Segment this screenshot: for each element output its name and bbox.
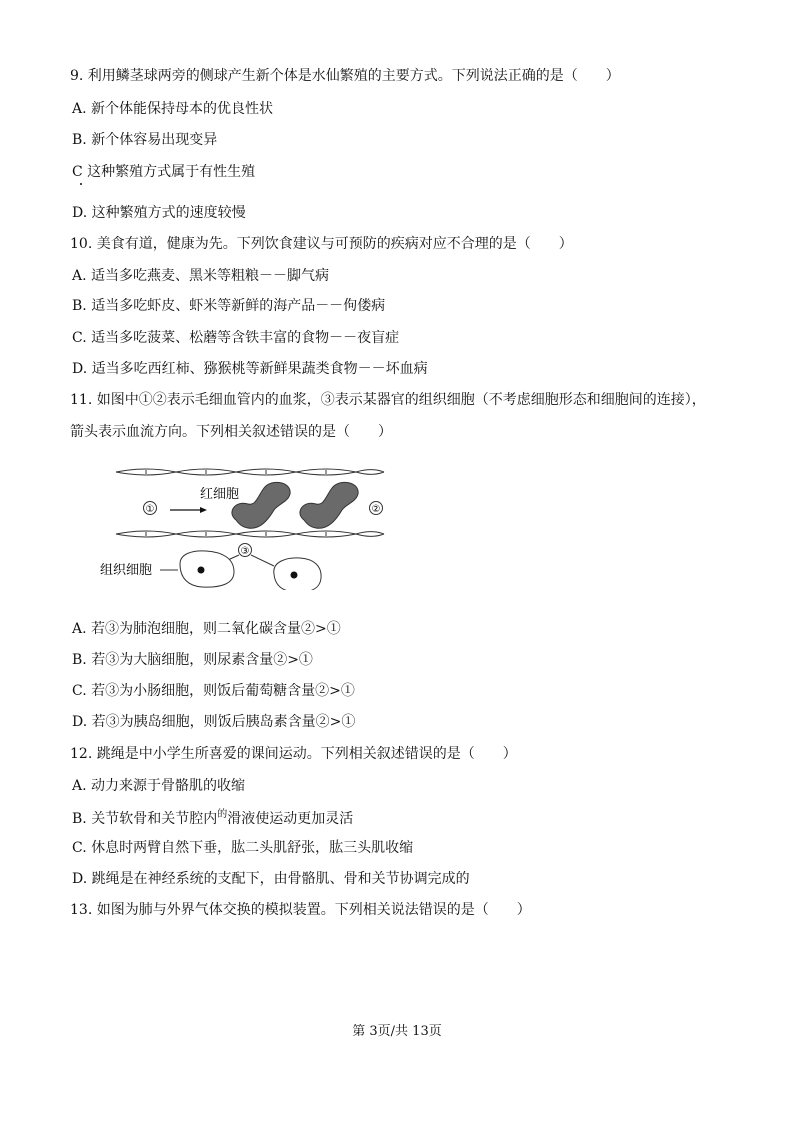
question-12-option-b xyxy=(72,810,353,830)
label-3: ③ xyxy=(240,546,250,557)
question-11-option-b: B. 若③为大脑细胞，则尿素含量②>① xyxy=(72,652,313,668)
option-b-text: B. 关节软骨和关节腔内 xyxy=(72,811,218,827)
question-10-option-d: D. 适当多吃西红柿、猕猴桃等新鲜果蔬类食物－－坏血病 xyxy=(72,361,428,377)
capillary-diagram xyxy=(96,460,396,590)
question-10-option-c: C. 适当多吃菠菜、松蘑等含铁丰富的食物－－夜盲症 xyxy=(72,330,400,346)
tissue-cell xyxy=(180,551,234,587)
question-9-option-a: A. 新个体能保持母本的优良性状 xyxy=(72,101,274,117)
question-12-option-d: D. 跳绳是在神经系统的支配下，由骨骼肌、骨和关节协调完成的 xyxy=(72,871,470,887)
rbc-label: 红细胞 xyxy=(200,487,240,502)
pointer-line xyxy=(251,555,274,566)
question-9-option-b: B. 新个体容易出现变异 xyxy=(72,132,218,148)
question-12-option-c: C. 休息时两臂自然下垂，肱二头肌舒张，肱三头肌收缩 xyxy=(72,840,414,856)
question-11-stem-line2: 箭头表示血流方向。下列相关叙述错误的是（ ） xyxy=(70,424,392,440)
question-11-option-c: C. 若③为小肠细胞，则饭后葡萄糖含量②>① xyxy=(72,683,355,699)
question-10-stem: 10. 美食有道，健康为先。下列饮食建议与可预防的疾病对应不合理的是（ ） xyxy=(70,236,573,252)
question-9-option-c: C 这种繁殖方式属于有性生殖 xyxy=(72,164,256,180)
question-9-stem: 9. 利用鳞茎球两旁的侧球产生新个体是水仙繁殖的主要方式。下列说法正确的是（ ） xyxy=(70,68,620,84)
option-b-superscript: 的 xyxy=(217,809,228,820)
stray-dot xyxy=(80,183,82,185)
question-12-stem: 12. 跳绳是中小学生所喜爱的课间运动。下列相关叙述错误的是（ ） xyxy=(70,746,517,762)
question-10-option-b: B. 适当多吃虾皮、虾米等新鲜的海产品－－佝偻病 xyxy=(72,298,386,314)
red-blood-cell xyxy=(300,482,358,528)
question-10-option-a: A. 适当多吃燕麦、黑米等粗粮－－脚气病 xyxy=(72,268,330,284)
question-13-stem: 13. 如图为肺与外界气体交换的模拟装置。下列相关说法错误的是（ ） xyxy=(70,902,531,918)
label-2: ② xyxy=(371,504,381,515)
question-12-option-a: A. 动力来源于骨骼肌的收缩 xyxy=(72,778,246,794)
cell-nucleus xyxy=(291,572,298,579)
question-11-stem-line1: 11. 如图中①②表示毛细血管内的血浆，③表示某器官的组织细胞（不考虑细胞形态和细胞间的连接）， xyxy=(70,392,706,408)
capillary-wall-top xyxy=(116,469,384,475)
tissue-cell-label: 组织细胞 xyxy=(100,563,153,578)
label-1: ① xyxy=(145,504,155,515)
flow-arrow-head xyxy=(200,507,207,513)
tissue-cell xyxy=(274,558,321,590)
option-b-text-end: 滑液使运动更加灵活 xyxy=(227,811,354,827)
red-blood-cell xyxy=(232,482,290,528)
capillary-wall-bottom xyxy=(116,531,384,537)
question-11-option-a: A. 若③为肺泡细胞，则二氧化碳含量②>① xyxy=(72,621,341,637)
page-footer: 第 3页/共 13页 xyxy=(352,1024,442,1039)
question-9-option-d: D. 这种繁殖方式的速度较慢 xyxy=(72,205,246,221)
cell-nucleus xyxy=(198,567,205,574)
question-11-option-d: D. 若③为胰岛细胞，则饭后胰岛素含量②>① xyxy=(72,714,356,730)
